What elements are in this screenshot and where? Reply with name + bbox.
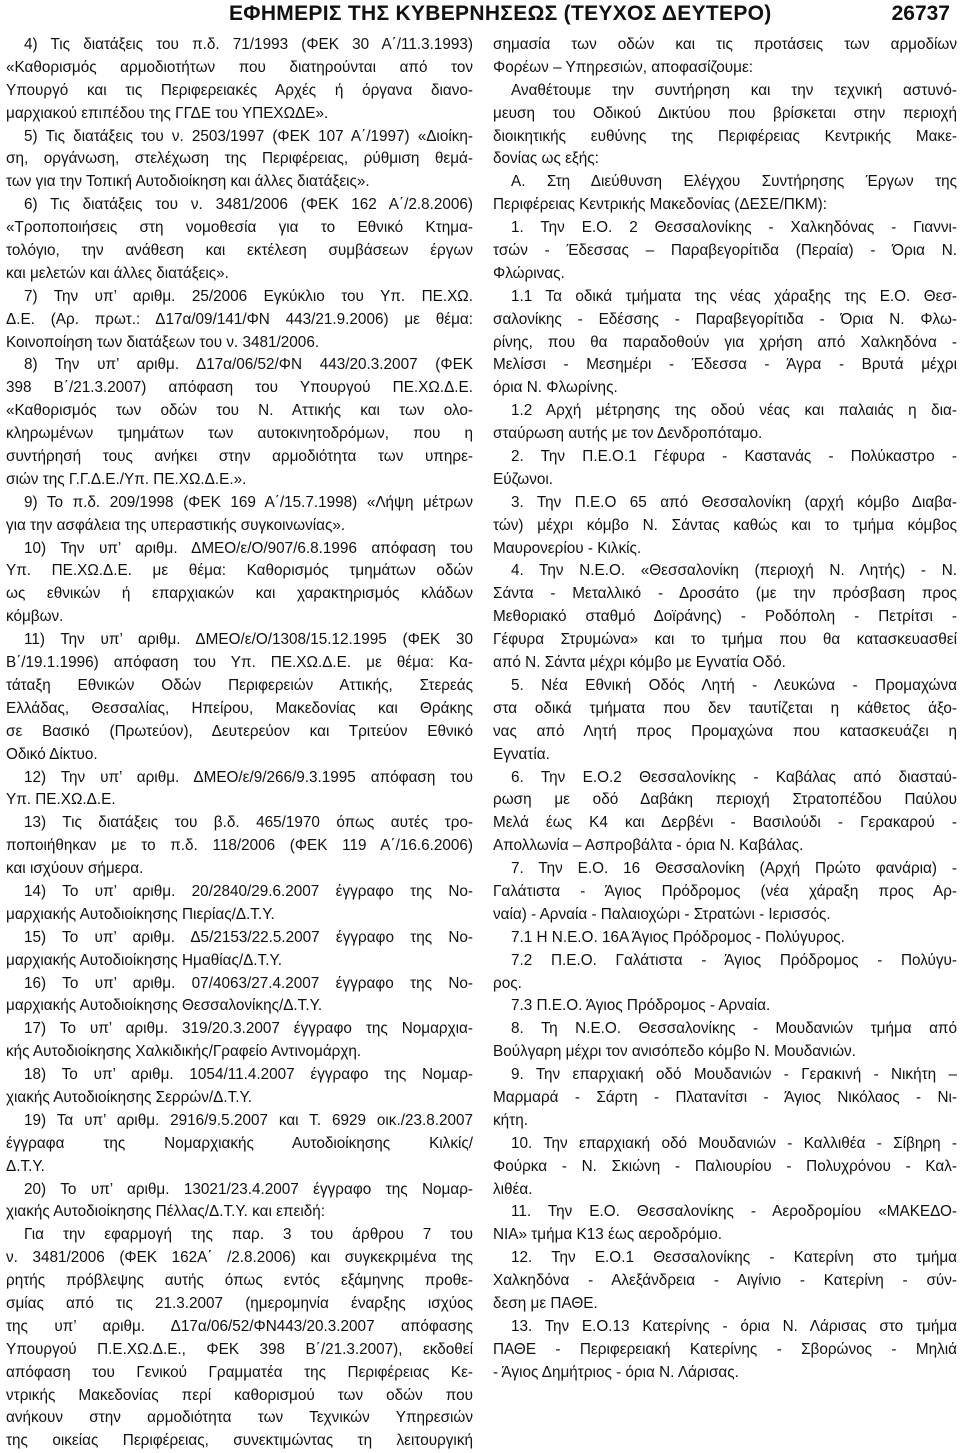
text-line: Κοινοποίηση των διατάξεων του ν. 3481/2006. <box>6 333 320 351</box>
text-line: Εγνατία. <box>493 745 550 763</box>
text-line: ρητής πρόβλεψης αυτής όπως εντός εξάμηνης προθε- <box>6 1272 473 1290</box>
text-line: 8. Τη Ν.Ε.Ο. Θεσσαλονίκης - Μουδανιών τμήμα από <box>511 1020 957 1038</box>
text-line: Βούλγαρη μέχρι τον ανισόπεδο κόμβο Ν. Μουδανιών. <box>493 1043 856 1061</box>
text-line: Χαλκηδόνα - Αλεξάνδρεια - Αιγίνιο - Κατερίνη - σύν- <box>493 1272 957 1290</box>
text-line: 8) Την υπ’ αριθμ. Δ17α/06/52/ΦΝ 443/20.3.2007 (ΦΕΚ <box>24 356 473 374</box>
text-line: σταύρωση αυτής με τον Δενδροπόταμο. <box>493 425 763 443</box>
text-line: τολόγιο, την ανάθεση και εκτέλεση συμβάσεων έργων <box>6 242 473 260</box>
right-column <box>493 34 957 1385</box>
text-line: τάταξη Εθνικών Οδών Περιφερειών Αττικής, Στερεάς <box>6 676 473 694</box>
text-line: ποποιήθηκαν με το π.δ. 118/2006 (ΦΕΚ 119 Α΄/16.6.2006) <box>6 837 473 855</box>
text-line: έγγραφα της Νομαρχιακής Αυτοδιοίκησης Κιλκίς/ <box>6 1134 473 1152</box>
text-line: 10) Την υπ’ αριθμ. ΔΜΕΟ/ε/Ο/907/6.8.1996 απόφαση του <box>24 539 473 557</box>
text-line: Δ.Τ.Υ. <box>6 1157 45 1175</box>
text-line: 13. Την Ε.Ο.13 Κατερίνης - όρια Ν. Λάρισας στο τμήμα <box>511 1317 957 1335</box>
text-line: 6. Την Ε.Ο.2 Θεσσαλονίκης - Καβάλας από διασταύ- <box>511 768 957 786</box>
text-line: και μελετών και άλλες διατάξεις». <box>6 264 229 282</box>
text-line: - Άγιος Δημήτριος - όρια Ν. Λάρισας. <box>493 1363 739 1381</box>
text-line: της υπ’ αριθμ. Δ17α/06/52/ΦΝ443/20.3.2007 απόφασης <box>6 1317 473 1335</box>
text-line: 20) Το υπ’ αριθμ. 13021/23.4.2007 έγγραφο της Νομαρ- <box>24 1180 473 1198</box>
text-line: 4) Τις διατάξεις του π.δ. 71/1993 (ΦΕΚ 30 Α΄/11.3.1993) <box>24 36 473 53</box>
text-line: ως εθνικών ή επαρχιακών και χαρακτηρισμός κλάδων <box>6 585 473 603</box>
text-line: Υπουργού Π.Ε.ΧΩ.Δ.Ε., ΦΕΚ 398 Β΄/21.3.2007), εκδοθεί <box>6 1340 473 1358</box>
text-line: 7) Την υπ’ αριθμ. 25/2006 Εγκύκλιο του Υπ. ΠΕ.ΧΩ. <box>24 287 473 305</box>
text-line: από Ν. Σάντα μέχρι κόμβο με Εγνατία Οδό. <box>493 654 786 672</box>
text-line: Αναθέτουμε την συντήρηση και την τεχνική αστυνό- <box>511 81 957 99</box>
text-line: σιών της Γ.Γ.Δ.Ε./Υπ. ΠΕ.ΧΩ.Δ.Ε.». <box>6 470 247 488</box>
text-line: κληρωμένων τμημάτων των αυτοκινητοδρόμων, που η <box>6 425 473 443</box>
text-line: Φορέων – Υπηρεσιών, αποφασίζουμε: <box>493 58 754 76</box>
page-number: 26737 <box>891 2 950 25</box>
text-line: χιακής Αυτοδιοίκησης Πέλλας/Δ.Τ.Υ. και επειδή: <box>6 1203 325 1221</box>
gazette-title: ΕΦΗΜΕΡΙΣ ΤΗΣ ΚΥΒΕΡΝΗΣΕΩΣ (ΤΕΥΧΟΣ ΔΕΥΤΕΡΟ) <box>229 2 772 25</box>
text-line: 5. Νέα Εθνική Οδός Λητή - Λευκώνα - Προμαχώνα <box>511 676 957 694</box>
text-line: «Τροποποιήσεις στη νομοθεσία για το Εθνικό Κτημα- <box>6 219 473 237</box>
text-line: 5) Τις διατάξεις του ν. 2503/1997 (ΦΕΚ 107 Α΄/1997) «Διοίκη- <box>24 127 473 145</box>
text-line: 1.2 Αρχή μέτρησης της οδού νέας και παλαιάς η δια- <box>511 402 957 420</box>
text-line: Για την εφαρμογή της παρ. 3 του άρθρου 7 του <box>24 1226 473 1244</box>
text-line: 6) Τις διατάξεις του ν. 3481/2006 (ΦΕΚ 162 Α΄/2.8.2006) <box>24 196 473 214</box>
text-line: κής Αυτοδιοίκησης Χαλκιδικής/Γραφείο Αντινομάρχη. <box>6 1043 362 1061</box>
text-line: σαλονίκης - Εδέσσης - Παραβεγορίτιδα - Όρια Ν. Φλω- <box>493 310 957 328</box>
text-line: συντήρησή τους ανήκει στην αρμοδιότητα των υπηρε- <box>6 448 473 466</box>
text-line: 10. Την επαρχιακή οδό Μουδανιών - Καλλιθέα - Σίβηρη - <box>511 1134 957 1152</box>
text-line: στα οδικά τμήματα που δεν ταυτίζεται η κάθετος άξο- <box>493 699 957 717</box>
text-line: Απολλωνία – Ασπροβάλτα - όρια Ν. Καβάλας. <box>493 837 804 855</box>
text-line: 7.1 Η Ν.Ε.Ο. 16Α Άγιος Πρόδρομος - Πολύγυρος. <box>511 928 845 946</box>
text-line: δονίας ως εξής: <box>493 150 599 168</box>
left-column <box>6 34 473 1453</box>
text-line: ρωση με οδό Δαβάκη περιοχή Στρατοπέδου Παύλου <box>493 791 957 809</box>
text-line: ση, οργάνωση, στελέχωση της Περιφέρειας, ρύθμιση θεμά- <box>6 150 473 168</box>
text-line: 2. Την Π.Ε.Ο.1 Γέφυρα - Καστανάς - Πολύκαστρο - <box>511 448 957 466</box>
text-line: 11. Την Ε.Ο. Θεσσαλονίκης - Αεροδρομίου «ΜΑΚΕΔΟ- <box>511 1203 957 1221</box>
text-line: 9) Το π.δ. 209/1998 (ΦΕΚ 169 Α΄/15.7.1998) «Λήψη μέτρων <box>24 493 473 511</box>
text-line: της οικείας Περιφέρειας, συνεκτιμώντας τη λειτουργική <box>6 1432 473 1450</box>
text-line: ΝΙΑ» τμήμα Κ13 έως αεροδρόμιο. <box>493 1226 722 1244</box>
text-line: 9. Την επαρχιακή οδό Μουδανιών - Γερακινή - Νικήτη – <box>511 1066 957 1084</box>
text-line: 7. Την Ε.Ο. 16 Θεσσαλονίκη (Αρχή Πρώτο φανάρια) - <box>511 860 957 878</box>
text-line: Οδικό Δίκτυο. <box>6 745 98 763</box>
text-line: ρος. <box>493 974 522 992</box>
text-line: κήτη. <box>493 1111 528 1129</box>
text-line: Β΄/19.1.1996) απόφαση του Υπ. ΠΕ.ΧΩ.Δ.Ε. με θέμα: Κα- <box>6 654 473 672</box>
text-line: Εύζωνοι. <box>493 470 554 488</box>
text-line: των για την Τοπική Αυτοδιοίκηση και άλλες διατάξεις». <box>6 173 370 191</box>
text-line: μευση του Οδικού Δικτύου που βρίσκεται στην περιοχή <box>493 104 957 122</box>
text-line: 4. Την Ν.Ε.Ο. «Θεσσαλονίκη (περιοχή Ν. Λητής) - Ν. <box>511 562 957 580</box>
text-line: 11) Την υπ’ αριθμ. ΔΜΕΟ/ε/Ο/1308/15.12.1995 (ΦΕΚ 30 <box>24 631 473 649</box>
text-line: σημασία των οδών και τις προτάσεις των αρμοδίων <box>493 36 957 53</box>
text-line: μαρχιακού επιπέδου της ΓΓΔΕ του ΥΠΕΧΩΔΕ». <box>6 104 329 122</box>
text-line: 17) Το υπ’ αριθμ. 319/20.3.2007 έγγραφο της Νομαρχια- <box>24 1020 473 1038</box>
text-line: Μελά έως Κ4 και Δερβένι - Βασιλούδι - Γερακαρού - <box>493 814 957 832</box>
text-line: Γαλάτιστα - Άγιος Πρόδρομος (νέα χάραξη προς Αρ- <box>493 882 957 900</box>
text-line: 12) Την υπ’ αριθμ. ΔΜΕΟ/ε/9/266/9.3.1995 απόφαση του <box>24 768 473 786</box>
text-line: μαρχιακής Αυτοδιοίκησης Πιερίας/Δ.Τ.Υ. <box>6 905 275 923</box>
text-line: κόμβων. <box>6 608 64 626</box>
text-line: 16) Το υπ’ αριθμ. 07/4063/27.4.2007 έγγραφο της Νο- <box>24 974 473 992</box>
text-line: 1. Την Ε.Ο. 2 Θεσσαλονίκης - Χαλκηδόνας - Γιαννι- <box>511 219 957 237</box>
text-line: λιθέα. <box>493 1180 533 1198</box>
text-line: 1.1 Τα οδικά τμήματα της νέας χάραξης της Ε.Ο. Θεσ- <box>511 287 957 305</box>
text-line: απόφαση του Γενικού Γραμματέα της Περιφέρειας Κε- <box>6 1363 473 1381</box>
text-line: διοικητικής ευθύνης της Περιφέρειας Κεντρικής Μακε- <box>493 127 957 145</box>
text-line: 18) Το υπ’ αριθμ. 1054/11.4.2007 έγγραφο της Νομαρ- <box>24 1066 473 1084</box>
page-header <box>0 2 960 36</box>
text-line: 398 Β΄/21.3.2007) απόφαση του Υπουργού ΠΕ.ΧΩ.Δ.Ε. <box>6 379 473 397</box>
text-line: μαρχιακής Αυτοδιοίκησης Ημαθίας/Δ.Τ.Υ. <box>6 951 282 969</box>
text-line: Υπ. ΠΕ.ΧΩ.Δ.Ε. με θέμα: Καθορισμός τμημάτων οδών <box>6 562 473 580</box>
text-line: δεση με ΠΑΘΕ. <box>493 1294 598 1312</box>
text-line: τσών - Έδεσσας – Παραβεγορίτιδα (Περαία) - Όρια Ν. <box>493 242 957 260</box>
text-line: Φλώρινας. <box>493 264 565 282</box>
text-line: Υπουργό και τις Περιφερειακές Αρχές ή όργανα διανο- <box>6 81 473 99</box>
text-line: Σάντα - Μεταλλικό - Δροσάτο (με την πρόσβαση προς <box>493 585 957 603</box>
text-line: 7.3 Π.Ε.Ο. Άγιος Πρόδρομος - Αρναία. <box>511 997 771 1015</box>
text-line: όρια Ν. Φλωρίνης. <box>493 379 618 397</box>
text-line: Μαρμαρά - Σάρτη - Πλατανίτσι - Άγιος Νικόλαος - Νι- <box>493 1088 957 1106</box>
text-line: 19) Τα υπ’ αριθμ. 2916/9.5.2007 και Τ. 6929 οικ./23.8.2007 <box>24 1111 473 1129</box>
text-line: Μεθοριακό σταθμό Δοϊράνης) - Ροδόπολη - Πετρίτσι - <box>493 608 957 626</box>
text-line: ναία) - Αρναία - Παλαιοχώρι - Στρατώνι - Ιερισσός. <box>493 905 831 923</box>
text-line: νας από Λητή προς Προμαχώνα που κατασκευάζει η <box>493 722 957 740</box>
text-line: Ελλάδας, Θεσσαλίας, Ηπείρου, Μακεδονίας και Θράκης <box>6 699 473 717</box>
text-line: 12. Την Ε.Ο.1 Θεσσαλονίκης - Κατερίνη στο τμήμα <box>511 1249 957 1267</box>
text-line: Φούρκα - Ν. Σκιώνη - Παλιουρίου - Πολυχρόνου - Καλ- <box>493 1157 957 1175</box>
text-line: Υπ. ΠΕ.ΧΩ.Δ.Ε. <box>6 791 116 809</box>
text-line: Γέφυρα Στρυμώνα» και το τμήμα που θα κατασκευασθεί <box>493 631 957 649</box>
text-line: 3. Την Π.Ε.Ο 65 από Θεσσαλονίκη (αρχή κόμβο Διαβα- <box>511 493 957 511</box>
text-line: ν. 3481/2006 (ΦΕΚ 162Α΄ /2.8.2006) και συγκεκριμένα της <box>6 1249 473 1267</box>
text-line: σε Βασικό (Πρωτεύον), Δευτερεύον και Τριτεύον Εθνικό <box>6 722 473 740</box>
text-line: 15) Το υπ’ αριθμ. Δ5/2153/22.5.2007 έγγραφο της Νο- <box>24 928 473 946</box>
text-line: σμίας από τις 21.3.2007 (ημερομηνία έναρξης ισχύος <box>6 1294 473 1312</box>
text-line: «Καθορισμός αρμοδιοτήτων που διατηρούνται από τον <box>6 58 473 76</box>
text-line: μαρχιακής Αυτοδιοίκησης Θεσσαλονίκης/Δ.Τ.Υ. <box>6 997 323 1015</box>
text-line: 13) Τις διατάξεις του β.δ. 465/1970 όπως αυτές τρο- <box>24 814 473 832</box>
text-line: 14) Το υπ’ αριθμ. 20/2840/29.6.2007 έγγραφο της Νο- <box>24 882 473 900</box>
text-line: 7.2 Π.Ε.Ο. Γαλάτιστα - Άγιος Πρόδρομος - Πολύγυ- <box>511 951 957 969</box>
text-line: ανήκουν στην αρμοδιότητα των Τεχνικών Υπηρεσιών <box>6 1409 473 1427</box>
text-line: Περιφέρειας Κεντρικής Μακεδονίας (ΔΕΣΕ/ΠΚΜ): <box>493 196 828 214</box>
text-line: «Καθορισμός των οδών του Ν. Αττικής και των ολο- <box>6 402 473 420</box>
text-line: Μαυρονερίου - Κιλκίς. <box>493 539 642 557</box>
text-line: χιακής Αυτοδιοίκησης Σερρών/Δ.Τ.Υ. <box>6 1088 253 1106</box>
text-line: ρίνης, που θα παραδοθούν για χρήση από Χαλκηδόνα - <box>493 333 957 351</box>
text-line: ΠΑΘΕ - Περιφερειακή Κατερίνης - Σβορώνος - Μηλιά <box>493 1340 957 1358</box>
text-line: Α. Στη Διεύθυνση Ελέγχου Συντήρησης Έργων της <box>511 173 957 191</box>
text-line: Μελίσσι - Μεσημέρι - Έδεσσα - Άγρα - Βρυτά μέχρι <box>493 356 957 374</box>
text-line: για την ασφάλεια της υπεραστικής συγκοινωνίας». <box>6 516 346 534</box>
text-line: ντρικής Μακεδονίας περί καθορισμού των οδών που <box>6 1386 473 1404</box>
text-line: Δ.Ε. (Αρ. πρωτ.: Δ17α/09/141/ΦΝ 443/21.9.2006) με θέμα: <box>6 310 473 328</box>
text-line: τών) μέχρι κόμβο Ν. Σάντας καθώς και το τμήμα κόμβος <box>493 516 957 534</box>
text-line: και ισχύουν σήμερα. <box>6 860 144 878</box>
